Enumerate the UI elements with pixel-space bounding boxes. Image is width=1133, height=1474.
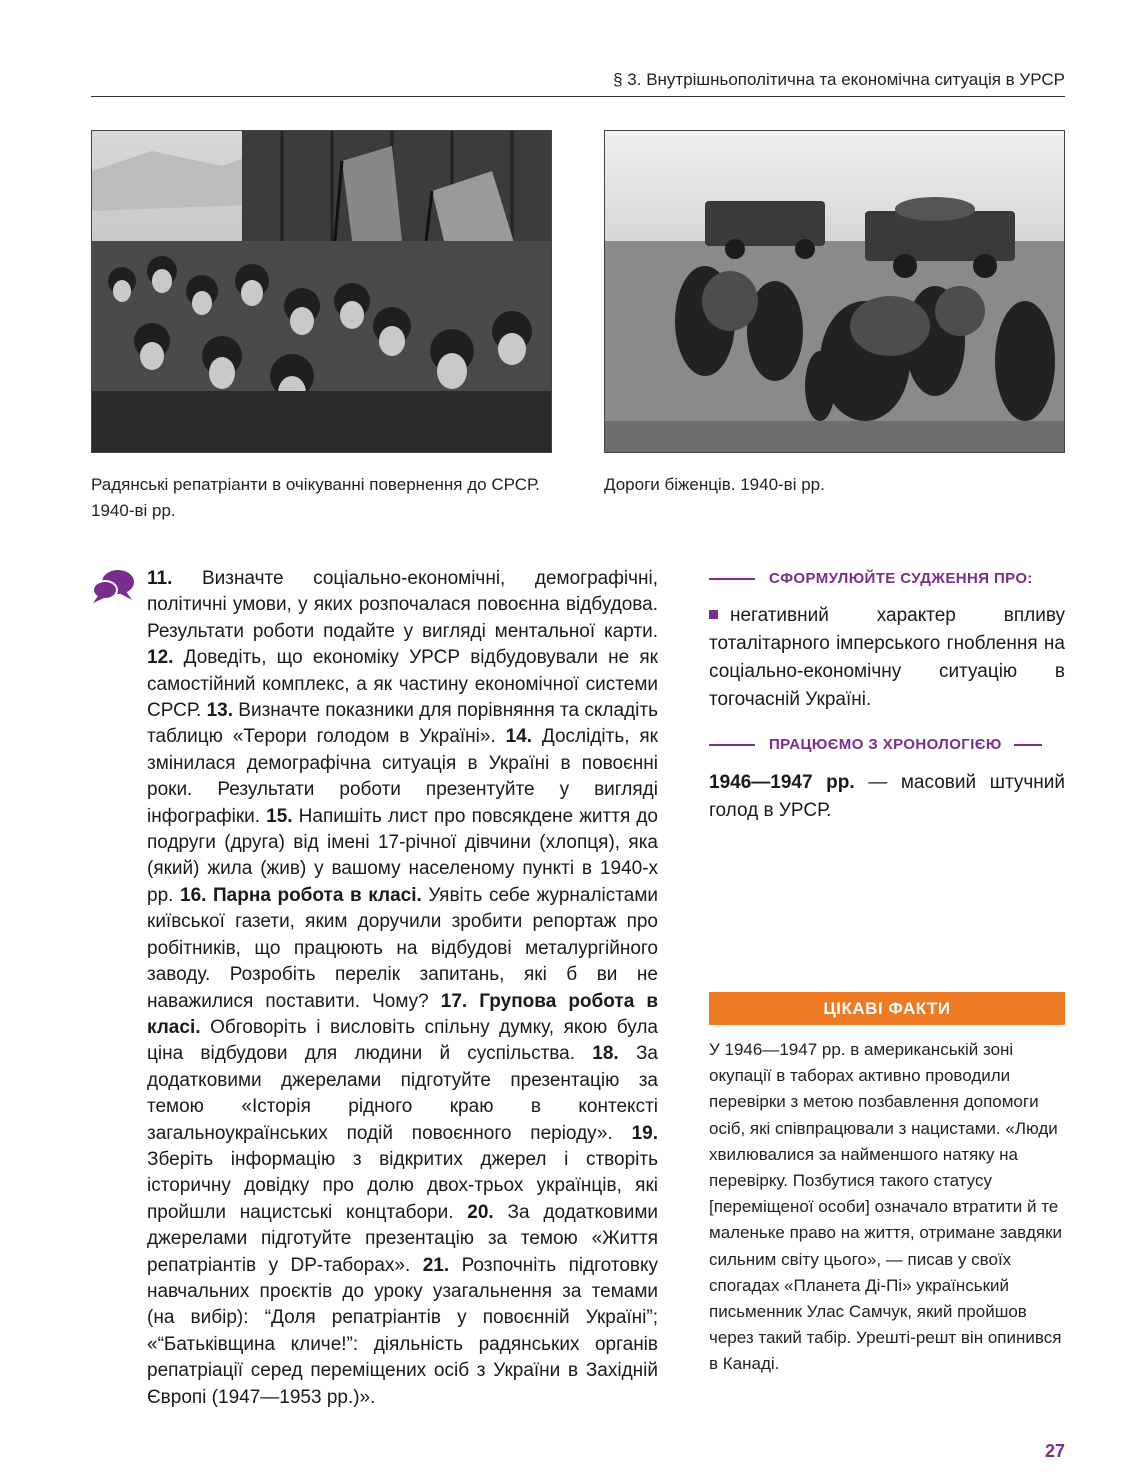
task-text: За додатковими джерелами підготуйте презентацію за темою «Життя репатріантів у DP-таборах». <box>147 1201 659 1276</box>
square-bullet-icon <box>709 610 718 619</box>
task-number: 15. <box>266 805 293 827</box>
heading-rule <box>709 744 755 746</box>
task-text: Уявіть себе журналістами київської газети, яким доручили зробити репортаж про робітників, що працюють на відбудові металургійного заводу. Розробіть перелік запитань, які б ви не наважилися поставити. Чому? <box>147 884 658 1012</box>
photo-repatriates <box>91 130 552 453</box>
judgement-heading <box>709 570 1033 587</box>
facts-heading: ЦІКАВІ ФАКТИ <box>709 992 1065 1025</box>
chronology-heading <box>709 736 1042 753</box>
task-number: 20. <box>467 1201 494 1223</box>
page-number: 27 <box>1044 1441 1065 1461</box>
heading-rule <box>1014 744 1042 746</box>
task-number: 16. Парна робота в класі. <box>180 884 422 906</box>
task-number: 14. <box>505 726 533 748</box>
facts-text: У 1946—1947 рр. в американській зоні окупації в таборах активно проводили перевірки з метою позбавлення допомоги осіб, які співпрацювали з нацистами. «Люди хвилювалися за найменшого натяку на перевірку. Позбутися такого статусу [переміщеної особи] означало втратити й те маленьке право на життя, отримане завдяки сильним світу цього», — писав у своїх спогадах «Планета Ді-Пі» український письменник Улас Самчук, який пройшов через такий табір. Урешті-решт він опинився в Канаді. <box>709 1040 1063 1374</box>
task-text: Обговоріть і висловіть спільну думку, якою була ціна відбудови для людини й суспільства. <box>147 1016 658 1065</box>
judgement-item <box>709 602 1065 714</box>
task-text: Доведіть, що економіку УРСР відбудовували не як самостійний комплекс, а як частину економічної системи СРСР. <box>147 647 658 722</box>
task-11-first-lines <box>91 566 658 1411</box>
running-header: § 3. Внутрішньополітична та економічна ситуація в УРСР <box>613 70 1065 89</box>
photo-caption-repatriates: Радянські репатріанти в очікуванні повернення до СРСР. 1940-ві рр. <box>91 475 540 520</box>
chronology-entry <box>709 769 1065 825</box>
task-text: Визначте соціально-економічні, демографічні, політичні умови, у яких розпочалася повоєнна відбудова. Результати роботи подайте у вигляді ментальної карти. <box>147 568 658 642</box>
header-divider <box>91 96 1065 97</box>
chronology-date: 1946—1947 рр. <box>709 772 855 793</box>
task-text: Напишіть лист про повсякдене життя до подруги (друга) від імені 17-річної дівчини (хлопця), яка (який) жила (жив) у вашому населеному пункті в 1940-х рр. <box>147 805 658 906</box>
task-text: Дослідіть, як змінилася демографічна ситуація в Україні в повоєнні роки. Результати роботи презентуйте у вигляді інфографіки. <box>147 726 658 827</box>
photo-refugees <box>604 130 1065 453</box>
task-number: 13. <box>206 700 233 722</box>
task-number: 12. <box>147 647 174 669</box>
task-text: За додатковими джерелами підготуйте презентацію за темою «Історія рідного краю в контексті загальноукраїнських подій повоєнного періоду». <box>147 1043 658 1144</box>
task-text: Визначте показники для порівняння та складіть таблицю «Терори голодом в Україні». <box>147 700 658 748</box>
task-number: 18. <box>592 1043 619 1065</box>
task-number: 19. <box>631 1122 658 1144</box>
judgement-item-text: негативний характер впливу тоталітарного імперського гноблення на соціально-економічну ситуацію в тогочасній Україні. <box>709 605 1065 710</box>
task-text: Розпочніть підготовку навчальних проєктів до уроку узагальнення за темами (на вибір): “Доля репатріантів у повоєнній Україні”; «“Батьківщина кличе!”: діяльність радянських органів репатріації серед переміщених осіб з України в Західній Європі (1947—1953 рр.)». <box>147 1254 659 1408</box>
tasks-text <box>91 566 658 1411</box>
task-number: 11. <box>147 568 173 589</box>
heading-rule <box>709 578 755 580</box>
task-number: 21. <box>422 1254 450 1276</box>
task-text: Зберіть інформацію з відкритих джерел і створіть історичну довідку про долю двох-трьох українців, які пройшли нацистські концтабори. <box>147 1148 658 1223</box>
task-number: 17. Групова робота в класі. <box>147 990 659 1038</box>
judgement-heading-text: СФОРМУЛЮЙТЕ СУДЖЕННЯ ПРО: <box>769 570 1033 587</box>
chronology-text: — масовий штучний голод в УРСР. <box>709 772 1065 821</box>
photo-caption-refugees: Дороги біженців. 1940-ві рр. <box>604 475 825 494</box>
chronology-heading-text: ПРАЦЮЄМО З ХРОНОЛОГІЄЮ <box>769 736 1002 753</box>
